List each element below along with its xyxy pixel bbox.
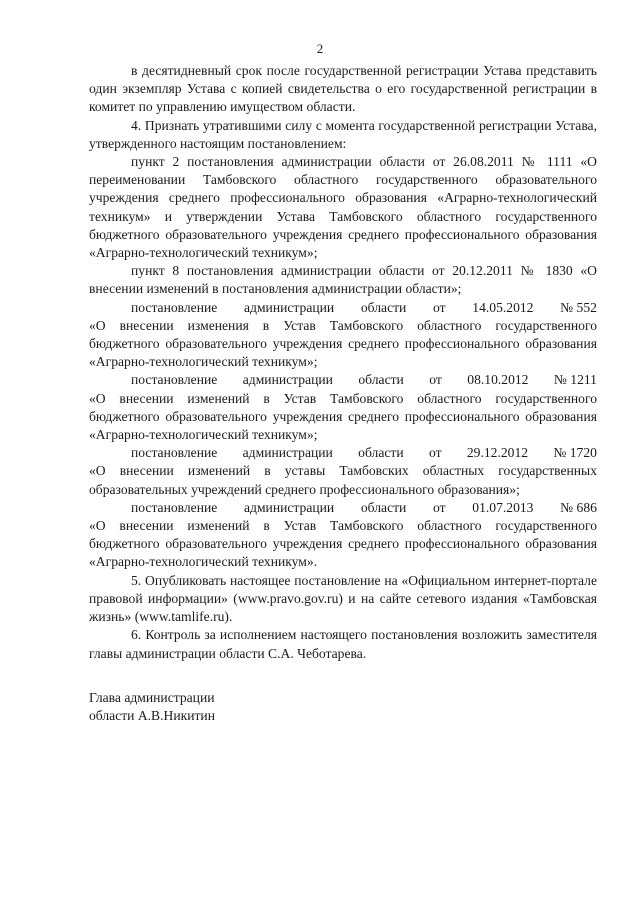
list-item-6-heading (89, 499, 597, 517)
signature-block (89, 689, 309, 725)
word: области (360, 499, 407, 515)
list-item-4-heading (89, 371, 597, 389)
signature-title: Глава администрации (89, 690, 215, 705)
word: постановление (131, 372, 218, 388)
word: от (433, 499, 446, 515)
word: области (358, 445, 404, 461)
signature-name: области А.В.Никитин (89, 708, 215, 723)
word: постановление (131, 445, 218, 461)
list-item-1: пункт 2 постановления администрации области от 26.08.2011 № 1111 «О переименовании Тамбовского областного государственного образовательного учреждения среднего профессионального образования «Аграрно-технологический техникум» и утверждении Устава Тамбовского областного государственного бюджетного образовательного учреждения среднего профессионального образования «Аграрно-технологический техникум»; (89, 154, 597, 261)
paragraph-4: 4. Признать утратившими силу с момента государственной регистрации Устава, утвержденного настоящим постановлением: (89, 117, 597, 151)
document-body (89, 62, 597, 663)
doc-number: № 552 (560, 299, 597, 315)
word: администрации (244, 499, 335, 515)
word: администрации (242, 372, 333, 388)
date: 08.10.2012 (467, 372, 529, 388)
doc-number: № 686 (560, 499, 597, 515)
list-item-6-text: «О внесении изменений в Устав Тамбовского областного государственного бюджетного образовательного учреждения среднего профессионального образования «Аграрно-технологический техникум». (89, 518, 597, 570)
doc-number: № 1720 (553, 445, 597, 461)
doc-number: № 1211 (553, 372, 597, 388)
word: постановление (131, 299, 218, 315)
paragraph-6: 6. Контроль за исполнением настоящего постановления возложить заместителя главы администрации области С.А. Чеботарева. (89, 627, 597, 661)
date: 29.12.2012 (466, 445, 529, 461)
word: области (358, 372, 404, 388)
paragraph-5: 5. Опубликовать настоящее постановление на «Официальном интернет-портале правовой информации» (www.pravo.gov.ru) и на сайте сетевого издания «Тамбовская жизнь» (www.tamlife.ru). (89, 572, 597, 625)
word: от (433, 299, 446, 315)
page-number: 2 (316, 41, 324, 56)
list-item-3-text: «О внесении изменения в Устав Тамбовского областного государственного бюджетного образовательного учреждения среднего профессионального образования «Аграрно-технологический техникум»; (89, 317, 597, 370)
date: 14.05.2012 (472, 299, 534, 315)
list-item-5-text: «О внесении изменений в уставы Тамбовских областных государственных образовательных учреждений среднего профессионального образования»; (89, 463, 597, 497)
word: постановление (131, 499, 218, 515)
list-item-2: пункт 8 постановления администрации области от 20.12.2011 № 1830 «О внесении изменений в постановления администрации области»; (89, 263, 597, 297)
word: от (428, 445, 442, 461)
list-item-5-heading (89, 444, 597, 462)
word: администрации (242, 445, 333, 461)
word: области (360, 299, 407, 315)
paragraph-registration: в десятидневный срок после государственной регистрации Устава представить один экземпляр Устава с копией свидетельства о его государственной регистрации в комитет по управлению имуществом области. (89, 63, 597, 115)
date: 01.07.2013 (472, 499, 534, 515)
list-item-4-text: «О внесении изменений в Устав Тамбовского областного государственного бюджетного образовательного учреждения среднего профессионального образования «Аграрно-технологический техникум»; (89, 390, 597, 443)
list-item-3-heading (89, 299, 597, 317)
word: администрации (244, 299, 335, 315)
word: от (429, 372, 442, 388)
